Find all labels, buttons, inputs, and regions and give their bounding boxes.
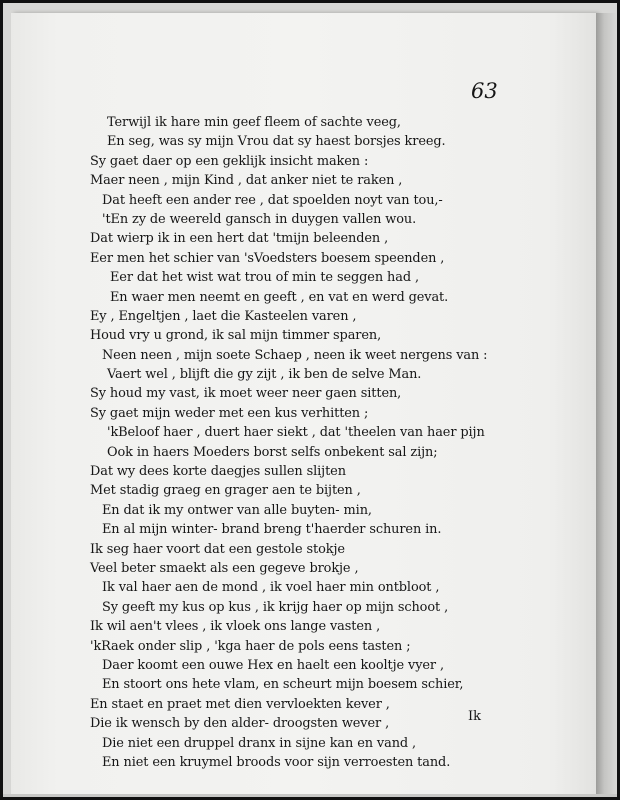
poem-text: [90, 113, 590, 772]
poem-line: 'tEn zy de weereld gansch in duygen vallen wou.: [102, 211, 417, 227]
poem-line: Sy houd my vast, ik moet weer neer gaen sitten,: [90, 386, 402, 402]
poem-line: Ik wil aen't vlees , ik vloek ons lange vasten ,: [90, 619, 381, 635]
poem-line: En dat ik my ontwer van alle buyten- min,: [102, 502, 372, 518]
poem-line: En seg, was sy mijn Vrou dat sy haest borsjes kreeg.: [107, 134, 446, 150]
poem-line: Terwijl ik hare min geef fleem of sachte veeg,: [107, 115, 401, 130]
poem-line: Ik val haer aen de mond , ik voel haer min ontbloot ,: [102, 580, 440, 596]
poem-line: En niet een kruymel broods voor sijn verroesten tand.: [102, 754, 451, 770]
poem-line: Ey , Engeltjen , laet die Kasteelen varen ,: [90, 308, 357, 324]
poem-line: Eer dat het wist wat trou of min te seggen had ,: [110, 270, 419, 286]
page-edge-shadow: [596, 13, 617, 797]
poem-line: Sy gaet daer op een geklijk insicht maken :: [90, 153, 369, 169]
poem-line: En stoort ons hete vlam, en scheurt mijn boesem schier,: [102, 677, 464, 693]
poem-line: Dat heeft een ander ree , dat spoelden noyt van tou,-: [102, 192, 443, 208]
poem-line: Sy geeft my kus op kus , ik krijg haer op mijn schoot ,: [102, 599, 449, 615]
poem-line: Die ik wensch by den alder- droogsten wever ,: [90, 716, 390, 732]
poem-line: Die niet een druppel dranx in sijne kan en vand ,: [102, 735, 417, 751]
poem-line: Daer koomt een ouwe Hex en haelt een kooltje vyer ,: [102, 657, 444, 673]
poem-line: Vaert wel , blijft die gy zijt , ik ben de selve Man.: [107, 367, 422, 383]
poem-line: Maer neen , mijn Kind , dat anker niet te raken ,: [90, 173, 403, 189]
poem-line: Ik seg haer voort dat een gestole stokje: [90, 541, 345, 557]
poem-line: Dat wierp ik in een hert dat 'tmijn beleenden ,: [90, 231, 389, 247]
poem-line: En waer men neemt en geeft , en vat en werd gevat.: [110, 289, 449, 305]
poem-line: Houd vry u grond, ik sal mijn timmer sparen,: [90, 328, 382, 344]
poem-line: Veel beter smaekt als een gegeve brokje ,: [90, 560, 359, 576]
poem-line: Met stadig graeg en grager aen te bijten ,: [90, 483, 361, 499]
poem-line: En staet en praet met dien vervloekten kever ,: [90, 696, 390, 712]
poem-line: Ook in haers Moeders borst selfs onbekent sal zijn;: [107, 444, 438, 460]
poem-line: En al mijn winter- brand breng t'haerder schuren in.: [102, 522, 442, 538]
poem-line: Sy gaet mijn weder met een kus verhitten ;: [90, 405, 369, 421]
page-bottom-edge: [3, 794, 617, 797]
poem-line: 'kRaek onder slip , 'kga haer de pols eens tasten ;: [90, 638, 411, 654]
catchword: Ik: [468, 709, 482, 724]
poem-line: Eer men het schier van 'sVoedsters boesem speenden ,: [90, 250, 445, 266]
poem-line: 'kBeloof haer , duert haer siekt , dat 'theelen van haer pijn: [107, 425, 485, 441]
page-number: 63: [471, 79, 498, 103]
poem-line: Neen neen , mijn soete Schaep , neen ik weet nergens van :: [102, 347, 488, 363]
book-page: [11, 13, 596, 794]
poem-line: Dat wy dees korte daegjes sullen slijten: [90, 464, 346, 480]
